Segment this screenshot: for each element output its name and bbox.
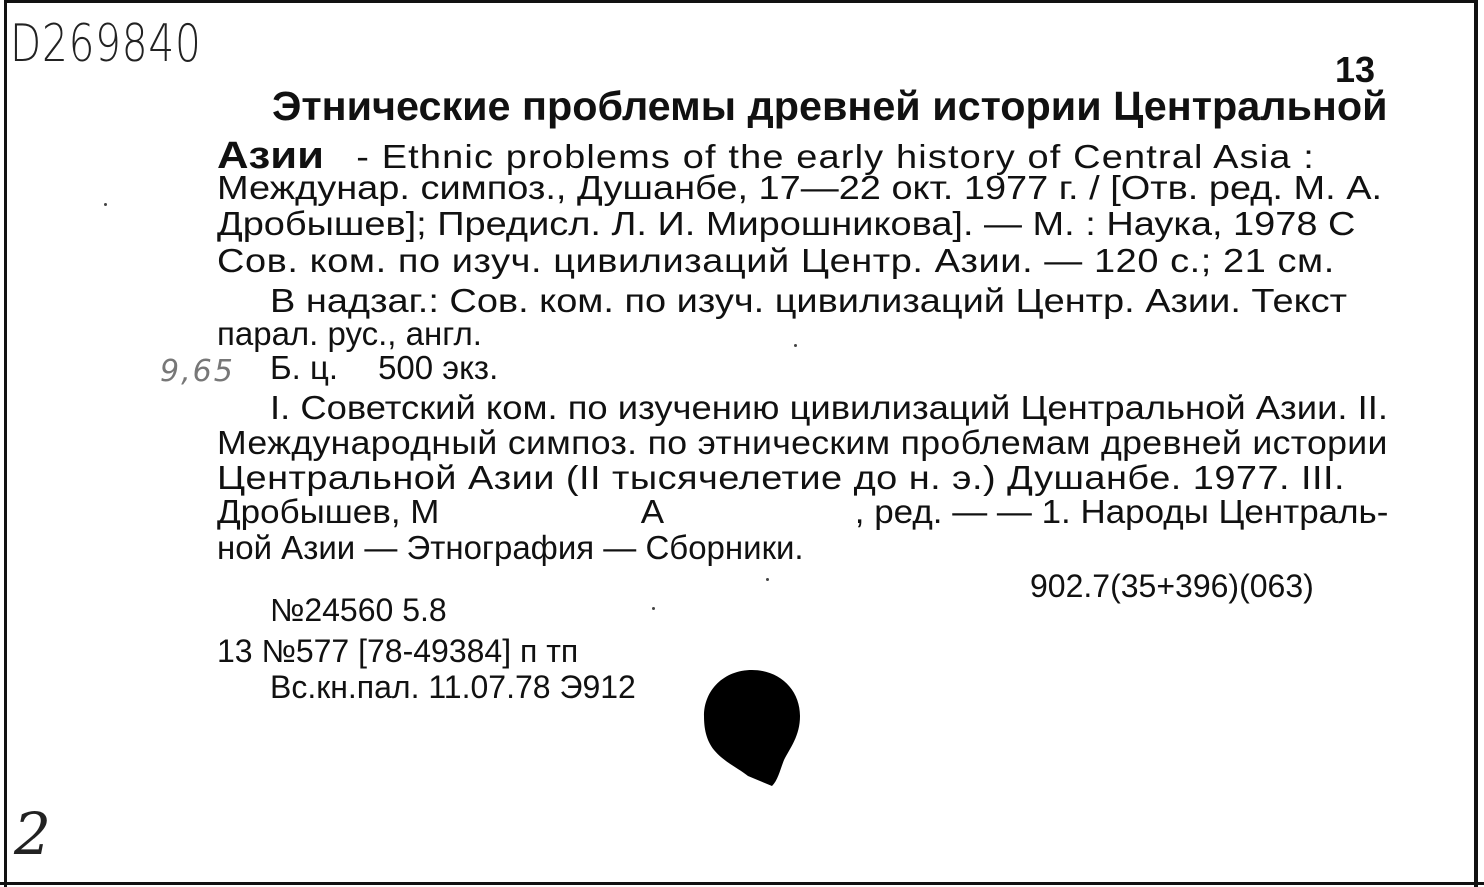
registration-line-2: 13 №577 [78-49384] п тп [217, 633, 579, 669]
card-border-left [4, 0, 7, 887]
editor-role-subjects: , ред. — — 1. Народы Централь- [854, 493, 1389, 530]
title-russian-end: Азии [217, 135, 325, 177]
entry-line-6: В надзаг.: Сов. ком. по изуч. цивилизаций Центр. Азии. Текст [270, 282, 1347, 319]
speck [104, 203, 107, 206]
title-line-1: Этнические проблемы древней истории Центральной [272, 83, 1388, 129]
price-label: Б. ц. [270, 349, 339, 386]
entry-line-9: I. Советский ком. по изучению цивилизаций Центральной Азии. II. [270, 389, 1388, 426]
punch-hole [700, 668, 804, 790]
handwritten-margin-note: 2 [14, 800, 51, 868]
entry-line-10: Международный симпоз. по этническим проблемам древней истории [217, 424, 1388, 461]
speck [652, 607, 655, 610]
price-and-print-run [270, 350, 498, 386]
speck [794, 344, 797, 347]
registration-line-1: №24560 5.8 [270, 592, 447, 628]
entry-line-5: Сов. ком. по изуч. цивилизаций Центр. Азии. — 120 с.; 21 см. [217, 242, 1335, 279]
print-run: 500 экз. [378, 349, 499, 386]
entry-line-13: ной Азии — Этнография — Сборники. [217, 529, 804, 566]
card-border-bottom [0, 882, 1484, 885]
registration-line-3: Вс.кн.пал. 11.07.78 Э912 [270, 669, 636, 705]
editor-surname: Дробышев, М [217, 493, 440, 530]
entry-line-11: Центральной Азии (II тысячелетие до н. э.) Душанбе. 1977. III. [217, 459, 1346, 496]
card-number: 13 [1335, 49, 1376, 90]
entry-line-7: парал. рус., англ. [217, 315, 482, 352]
handwritten-margin-scribble: 9,65 [160, 354, 235, 389]
entry-line-3: Междунар. симпоз., Душанбе, 17—22 окт. 1977 г. / [Отв. ред. М. А. [217, 169, 1383, 206]
card-border-top [6, 0, 1478, 3]
card-border-right [1474, 0, 1478, 887]
editor-initial: А [640, 493, 665, 530]
entry-line-12 [217, 494, 1388, 530]
classification-code: 902.7(35+396)(063) [1030, 568, 1314, 604]
handwritten-accession-number: D269840 [10, 14, 202, 74]
title-english: - Ethnic problems of the early history of Central Asia : [356, 138, 1315, 175]
entry-line-4: Дробышев]; Предисл. Л. И. Мирошникова]. — М. : Наука, 1978 С [217, 205, 1356, 242]
speck [766, 578, 769, 581]
